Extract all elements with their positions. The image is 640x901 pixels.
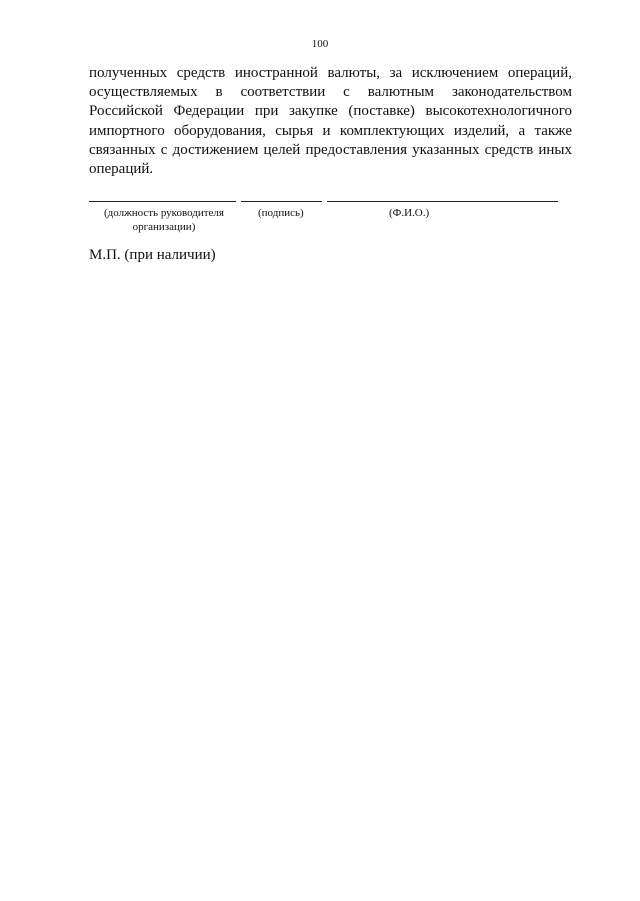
body-line: полученных средств иностранной валюты, за исключением операций, <box>89 65 572 81</box>
stamp-placeholder: М.П. (при наличии) <box>89 247 216 263</box>
body-line: связанных с достижением целей предоставления указанных средств иных <box>89 141 572 158</box>
body-line: операций. <box>89 161 154 178</box>
signature-line <box>241 201 322 202</box>
full-name-line <box>327 201 558 202</box>
page-number: 100 <box>311 38 329 50</box>
position-label <box>89 206 239 234</box>
signature-label: (подпись) <box>258 207 304 219</box>
body-line: импортного оборудования, сырья и комплектующих изделий, а также <box>89 122 572 139</box>
position-label-line2: организации) <box>132 221 196 233</box>
body-line: Российской Федерации при закупке (поставке) высокотехнологичного <box>89 103 572 120</box>
position-label-line1: (должность руководителя <box>104 207 224 219</box>
body-paragraph <box>89 64 572 179</box>
position-signature-line <box>89 201 236 202</box>
full-name-label: (Ф.И.О.) <box>389 207 430 219</box>
body-line: осуществляемых в соответствии с валютным законодательством <box>89 84 572 101</box>
